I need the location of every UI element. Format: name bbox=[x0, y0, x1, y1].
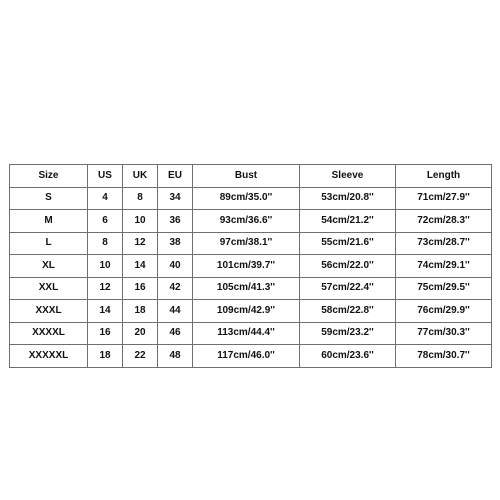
cell-us: 12 bbox=[88, 277, 123, 300]
cell-size: M bbox=[10, 210, 88, 233]
table-row bbox=[10, 277, 492, 300]
cell-uk: 16 bbox=[123, 277, 158, 300]
header-size: Size bbox=[10, 165, 88, 188]
cell-uk: 10 bbox=[123, 210, 158, 233]
cell-bust: 117cm/46.0'' bbox=[193, 345, 300, 368]
cell-bust: 89cm/35.0'' bbox=[193, 187, 300, 210]
cell-uk: 8 bbox=[123, 187, 158, 210]
cell-eu: 46 bbox=[158, 322, 193, 345]
cell-us: 10 bbox=[88, 255, 123, 278]
cell-sleeve: 59cm/23.2'' bbox=[300, 322, 396, 345]
cell-sleeve: 58cm/22.8'' bbox=[300, 300, 396, 323]
cell-us: 4 bbox=[88, 187, 123, 210]
cell-length: 73cm/28.7'' bbox=[396, 232, 492, 255]
cell-size: XXL bbox=[10, 277, 88, 300]
cell-eu: 36 bbox=[158, 210, 193, 233]
cell-length: 76cm/29.9'' bbox=[396, 300, 492, 323]
cell-size: S bbox=[10, 187, 88, 210]
cell-size: XXXXL bbox=[10, 322, 88, 345]
cell-sleeve: 60cm/23.6'' bbox=[300, 345, 396, 368]
cell-uk: 20 bbox=[123, 322, 158, 345]
table-row bbox=[10, 232, 492, 255]
header-length: Length bbox=[396, 165, 492, 188]
cell-bust: 113cm/44.4'' bbox=[193, 322, 300, 345]
cell-eu: 42 bbox=[158, 277, 193, 300]
cell-eu: 34 bbox=[158, 187, 193, 210]
cell-uk: 18 bbox=[123, 300, 158, 323]
cell-sleeve: 56cm/22.0'' bbox=[300, 255, 396, 278]
cell-size: XXXL bbox=[10, 300, 88, 323]
cell-size: L bbox=[10, 232, 88, 255]
cell-sleeve: 57cm/22.4'' bbox=[300, 277, 396, 300]
cell-sleeve: 54cm/21.2'' bbox=[300, 210, 396, 233]
cell-bust: 93cm/36.6'' bbox=[193, 210, 300, 233]
cell-uk: 12 bbox=[123, 232, 158, 255]
header-bust: Bust bbox=[193, 165, 300, 188]
cell-sleeve: 55cm/21.6'' bbox=[300, 232, 396, 255]
cell-us: 18 bbox=[88, 345, 123, 368]
cell-size: XL bbox=[10, 255, 88, 278]
header-uk: UK bbox=[123, 165, 158, 188]
cell-length: 75cm/29.5'' bbox=[396, 277, 492, 300]
table-row bbox=[10, 210, 492, 233]
cell-bust: 109cm/42.9'' bbox=[193, 300, 300, 323]
cell-length: 71cm/27.9'' bbox=[396, 187, 492, 210]
cell-size: XXXXXL bbox=[10, 345, 88, 368]
cell-us: 8 bbox=[88, 232, 123, 255]
table-row bbox=[10, 187, 492, 210]
cell-length: 78cm/30.7'' bbox=[396, 345, 492, 368]
header-us: US bbox=[88, 165, 123, 188]
cell-uk: 14 bbox=[123, 255, 158, 278]
size-chart-table bbox=[9, 164, 492, 368]
cell-length: 74cm/29.1'' bbox=[396, 255, 492, 278]
header-row bbox=[10, 165, 492, 188]
table-row bbox=[10, 322, 492, 345]
cell-bust: 105cm/41.3'' bbox=[193, 277, 300, 300]
table-row bbox=[10, 300, 492, 323]
cell-bust: 97cm/38.1'' bbox=[193, 232, 300, 255]
cell-eu: 38 bbox=[158, 232, 193, 255]
cell-us: 14 bbox=[88, 300, 123, 323]
table-row bbox=[10, 255, 492, 278]
cell-uk: 22 bbox=[123, 345, 158, 368]
size-chart bbox=[9, 164, 491, 368]
cell-bust: 101cm/39.7'' bbox=[193, 255, 300, 278]
cell-length: 77cm/30.3'' bbox=[396, 322, 492, 345]
cell-eu: 40 bbox=[158, 255, 193, 278]
table-row bbox=[10, 345, 492, 368]
cell-us: 6 bbox=[88, 210, 123, 233]
cell-length: 72cm/28.3'' bbox=[396, 210, 492, 233]
header-eu: EU bbox=[158, 165, 193, 188]
cell-us: 16 bbox=[88, 322, 123, 345]
cell-eu: 44 bbox=[158, 300, 193, 323]
header-sleeve: Sleeve bbox=[300, 165, 396, 188]
cell-eu: 48 bbox=[158, 345, 193, 368]
cell-sleeve: 53cm/20.8'' bbox=[300, 187, 396, 210]
